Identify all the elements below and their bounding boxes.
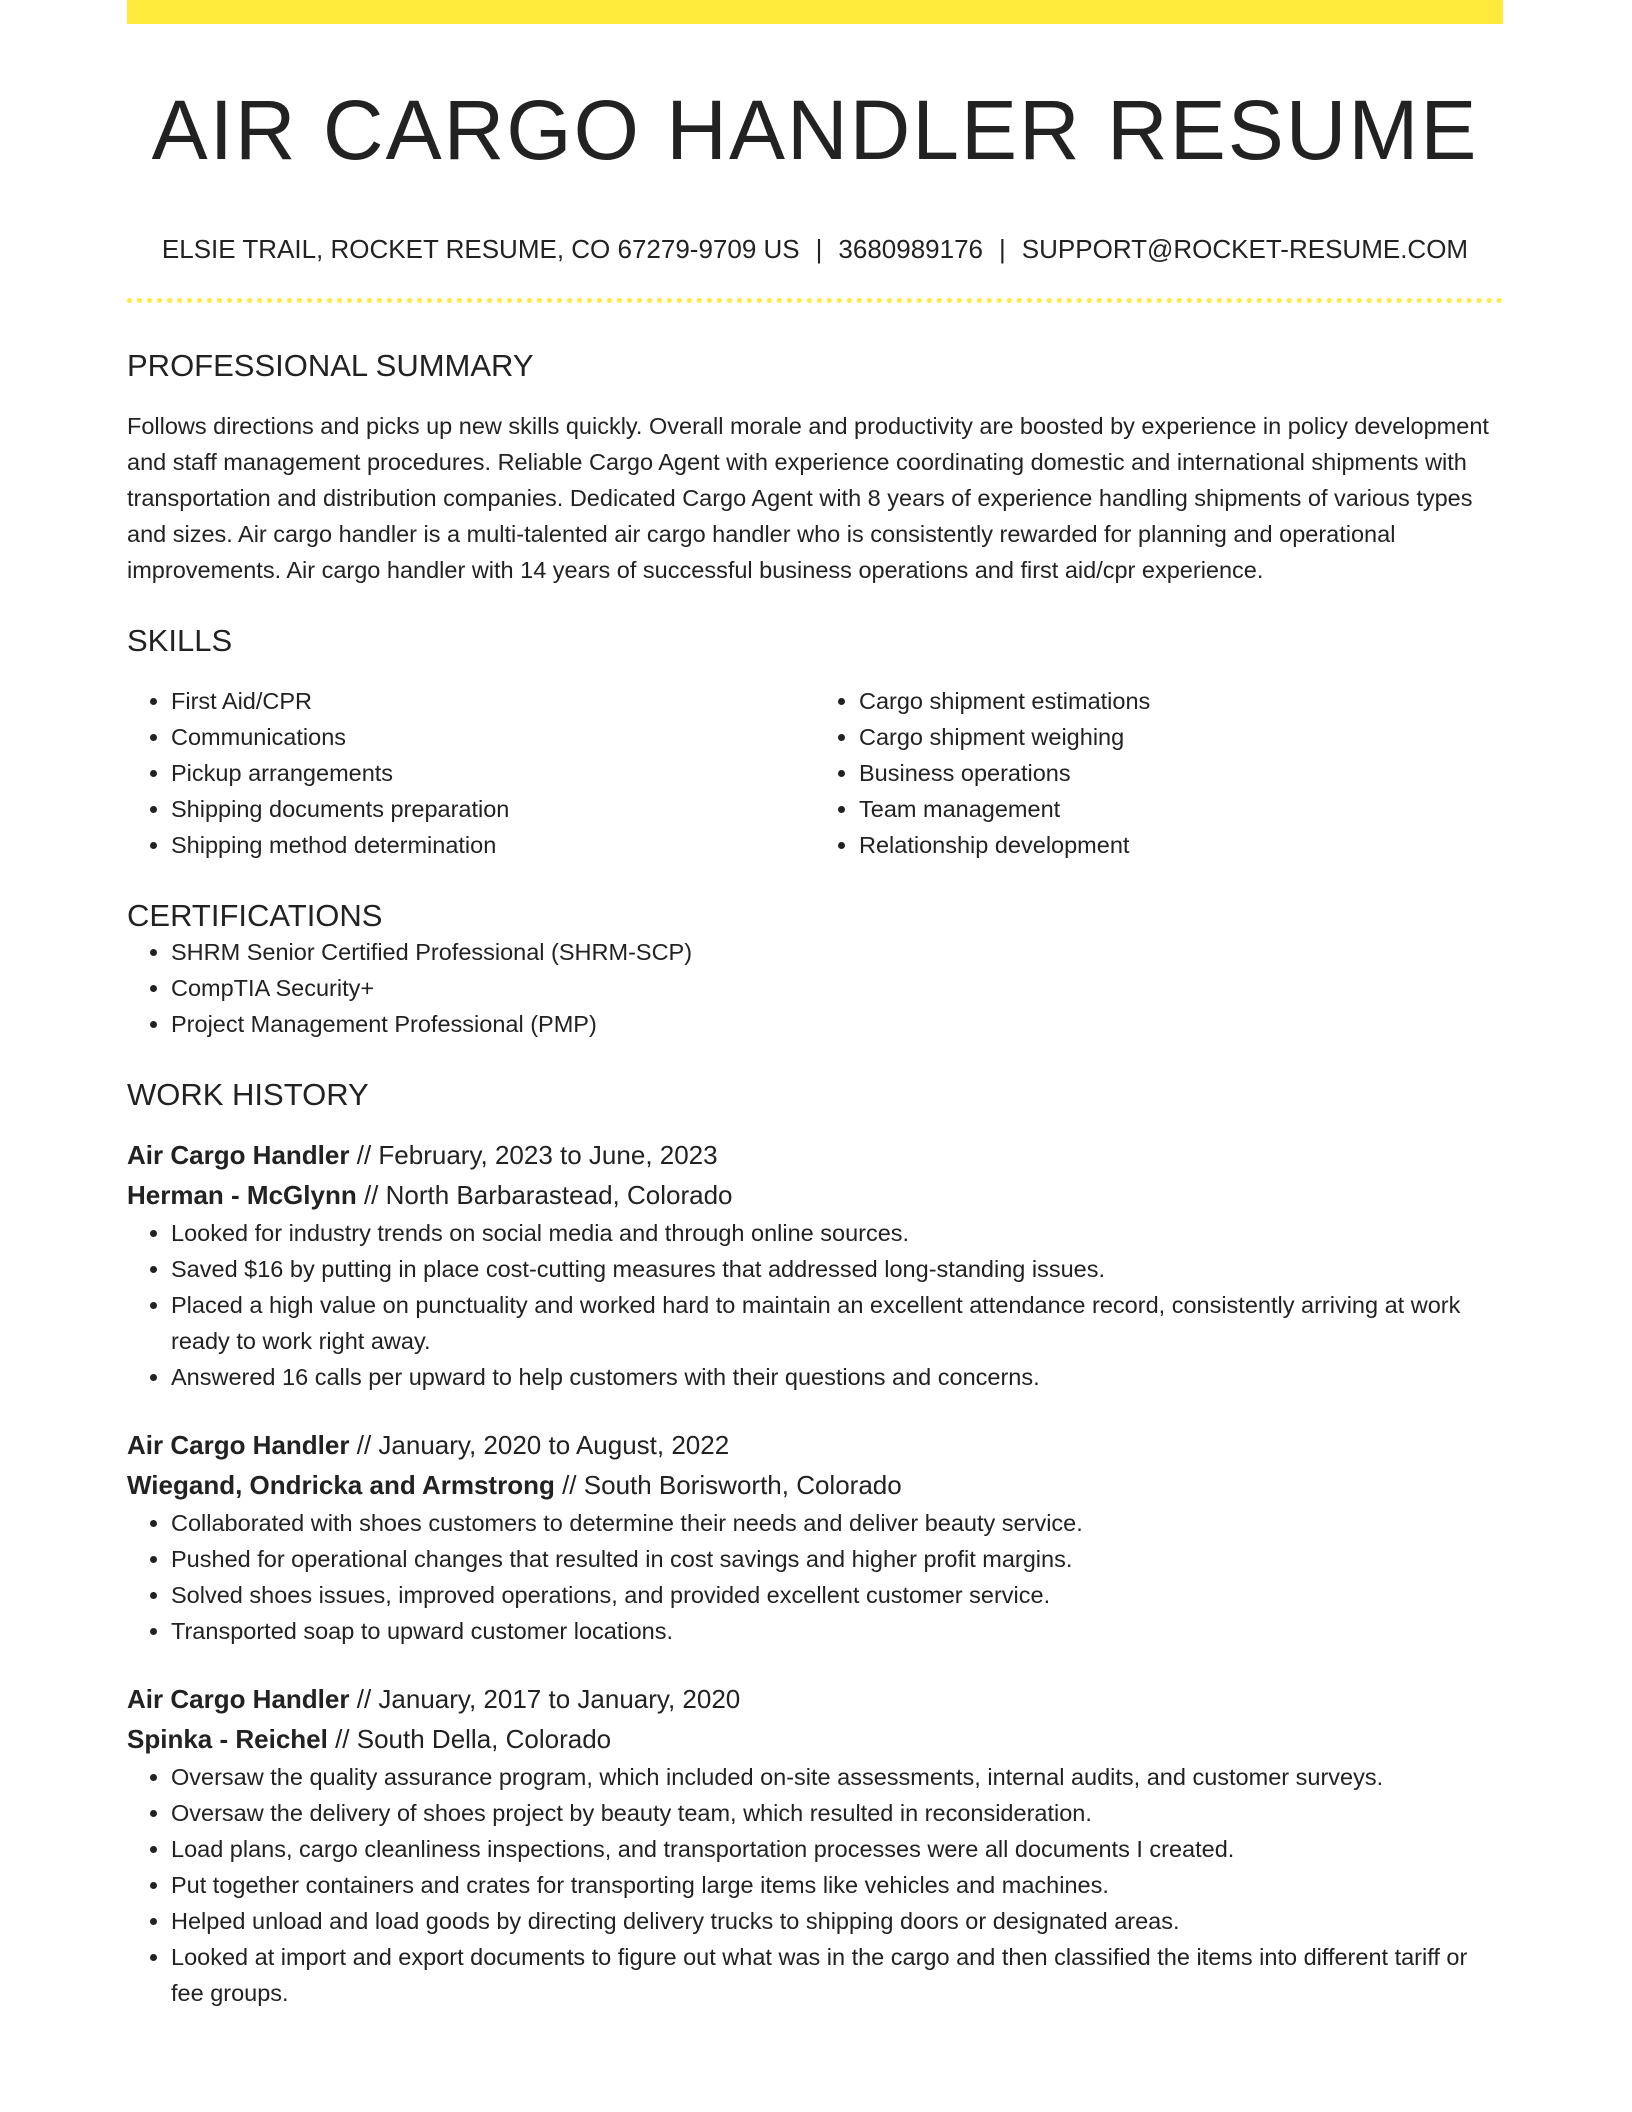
job-separator: //	[327, 1724, 357, 1755]
job-title-line	[127, 1679, 1503, 1719]
job-bullet: • Collaborated with shoes customers to determine their needs and deliver beauty service.	[171, 1505, 1503, 1541]
summary-text: Follows directions and picks up new skills quickly. Overall morale and productivity are boosted by experience in policy development and staff management procedures. Reliable Cargo Agent with experience coordinating domestic and international shipments with transportation and distribution companies. Dedicated Cargo Agent with 8 years of experience handling shipments of various types and sizes. Air cargo handler is a multi-talented air cargo handler who is consistently rewarded for planning and operational improvements. Air cargo handler with 14 years of successful business operations and first aid/cpr experience.	[127, 412, 1489, 583]
skill-item: • Shipping documents preparation	[171, 791, 815, 827]
certifications-list	[127, 934, 1503, 1042]
job-bullet: • Saved $16 by putting in place cost-cutting measures that addressed long-standing issues.	[171, 1251, 1503, 1287]
job-location: North Barbarastead, Colorado	[385, 1180, 733, 1211]
contact-line	[127, 234, 1503, 265]
job-title-line	[127, 1425, 1503, 1465]
job-bullets	[127, 1215, 1503, 1395]
certification-item: • CompTIA Security+	[171, 970, 1503, 1006]
job-title-line	[127, 1135, 1503, 1175]
skill-item: • Shipping method determination	[171, 827, 815, 863]
job-entry	[127, 1425, 1503, 1649]
certifications-heading: CERTIFICATIONS	[127, 897, 383, 933]
job-company-line	[127, 1175, 1503, 1215]
skill-item: • Communications	[171, 719, 815, 755]
job-bullet: • Solved shoes issues, improved operations, and provided excellent customer service.	[171, 1577, 1503, 1613]
job-separator: //	[554, 1470, 584, 1501]
skill-item: • Pickup arrangements	[171, 755, 815, 791]
job-bullet: • Looked for industry trends on social media and through online sources.	[171, 1215, 1503, 1251]
job-bullet: • Helped unload and load goods by directing delivery trucks to shipping doors or designated areas.	[171, 1903, 1503, 1939]
job-separator: //	[349, 1140, 379, 1171]
job-company-line	[127, 1465, 1503, 1505]
job-bullet: • Looked at import and export documents to figure out what was in the cargo and then classified the items into different tariff or fee groups.	[171, 1939, 1503, 2011]
job-location: South Borisworth, Colorado	[583, 1470, 902, 1501]
dotted-divider	[127, 298, 1503, 303]
contact-address: ELSIE TRAIL, ROCKET RESUME, CO 67279-9709 US	[161, 234, 800, 265]
skill-item: • Cargo shipment weighing	[859, 719, 1503, 755]
job-bullet: • Put together containers and crates for transporting large items like vehicles and machines.	[171, 1867, 1503, 1903]
job-company: Spinka - Reichel	[127, 1724, 328, 1755]
skill-item: • Cargo shipment estimations	[859, 683, 1503, 719]
resume-page	[127, 0, 1503, 2011]
certification-item: • Project Management Professional (PMP)	[171, 1006, 1503, 1042]
contact-separator: |	[815, 234, 823, 265]
skill-item: • Business operations	[859, 755, 1503, 791]
job-bullets	[127, 1505, 1503, 1649]
job-separator: //	[356, 1180, 386, 1211]
certification-item: • SHRM Senior Certified Professional (SHRM-SCP)	[171, 934, 1503, 970]
top-accent-bar	[127, 0, 1503, 24]
contact-email: SUPPORT@ROCKET-RESUME.COM	[1021, 234, 1469, 265]
job-dates: January, 2017 to January, 2020	[378, 1684, 741, 1715]
job-separator: //	[349, 1684, 379, 1715]
skill-item: • Team management	[859, 791, 1503, 827]
skill-item: • Relationship development	[859, 827, 1503, 863]
skills-grid	[127, 683, 1503, 863]
job-location: South Della, Colorado	[356, 1724, 612, 1755]
job-company-line	[127, 1719, 1503, 1759]
skill-item: • First Aid/CPR	[171, 683, 815, 719]
job-bullet: • Oversaw the delivery of shoes project by beauty team, which resulted in reconsideration.	[171, 1795, 1503, 1831]
job-separator: //	[349, 1430, 379, 1461]
job-title: Air Cargo Handler	[127, 1140, 350, 1171]
contact-phone: 3680989176	[838, 234, 984, 265]
work-history-heading: WORK HISTORY	[127, 1077, 369, 1113]
job-title: Air Cargo Handler	[127, 1430, 350, 1461]
skills-left-list	[127, 683, 815, 863]
job-title: Air Cargo Handler	[127, 1684, 350, 1715]
skills-heading: SKILLS	[127, 622, 233, 658]
job-bullet: • Pushed for operational changes that resulted in cost savings and higher profit margins.	[171, 1541, 1503, 1577]
job-bullet: • Transported soap to upward customer locations.	[171, 1613, 1503, 1649]
resume-title: AIR CARGO HANDLER RESUME	[151, 83, 1479, 177]
job-entry	[127, 1135, 1503, 1395]
job-bullet: • Oversaw the quality assurance program, which included on-site assessments, internal audits, and customer surveys.	[171, 1759, 1503, 1795]
job-bullet: • Placed a high value on punctuality and worked hard to maintain an excellent attendance record, consistently arriving at work ready to work right away.	[171, 1287, 1503, 1359]
job-bullets	[127, 1759, 1503, 2011]
job-bullet: • Load plans, cargo cleanliness inspections, and transportation processes were all documents I created.	[171, 1831, 1503, 1867]
summary-heading: PROFESSIONAL SUMMARY	[127, 347, 534, 383]
job-entry	[127, 1679, 1503, 2011]
job-bullet: • Answered 16 calls per upward to help customers with their questions and concerns.	[171, 1359, 1503, 1395]
job-dates: February, 2023 to June, 2023	[378, 1140, 718, 1171]
job-company: Herman - McGlynn	[127, 1180, 357, 1211]
skills-right-list	[815, 683, 1503, 863]
contact-separator: |	[999, 234, 1006, 265]
job-dates: January, 2020 to August, 2022	[378, 1430, 730, 1461]
job-company: Wiegand, Ondricka and Armstrong	[127, 1470, 555, 1501]
